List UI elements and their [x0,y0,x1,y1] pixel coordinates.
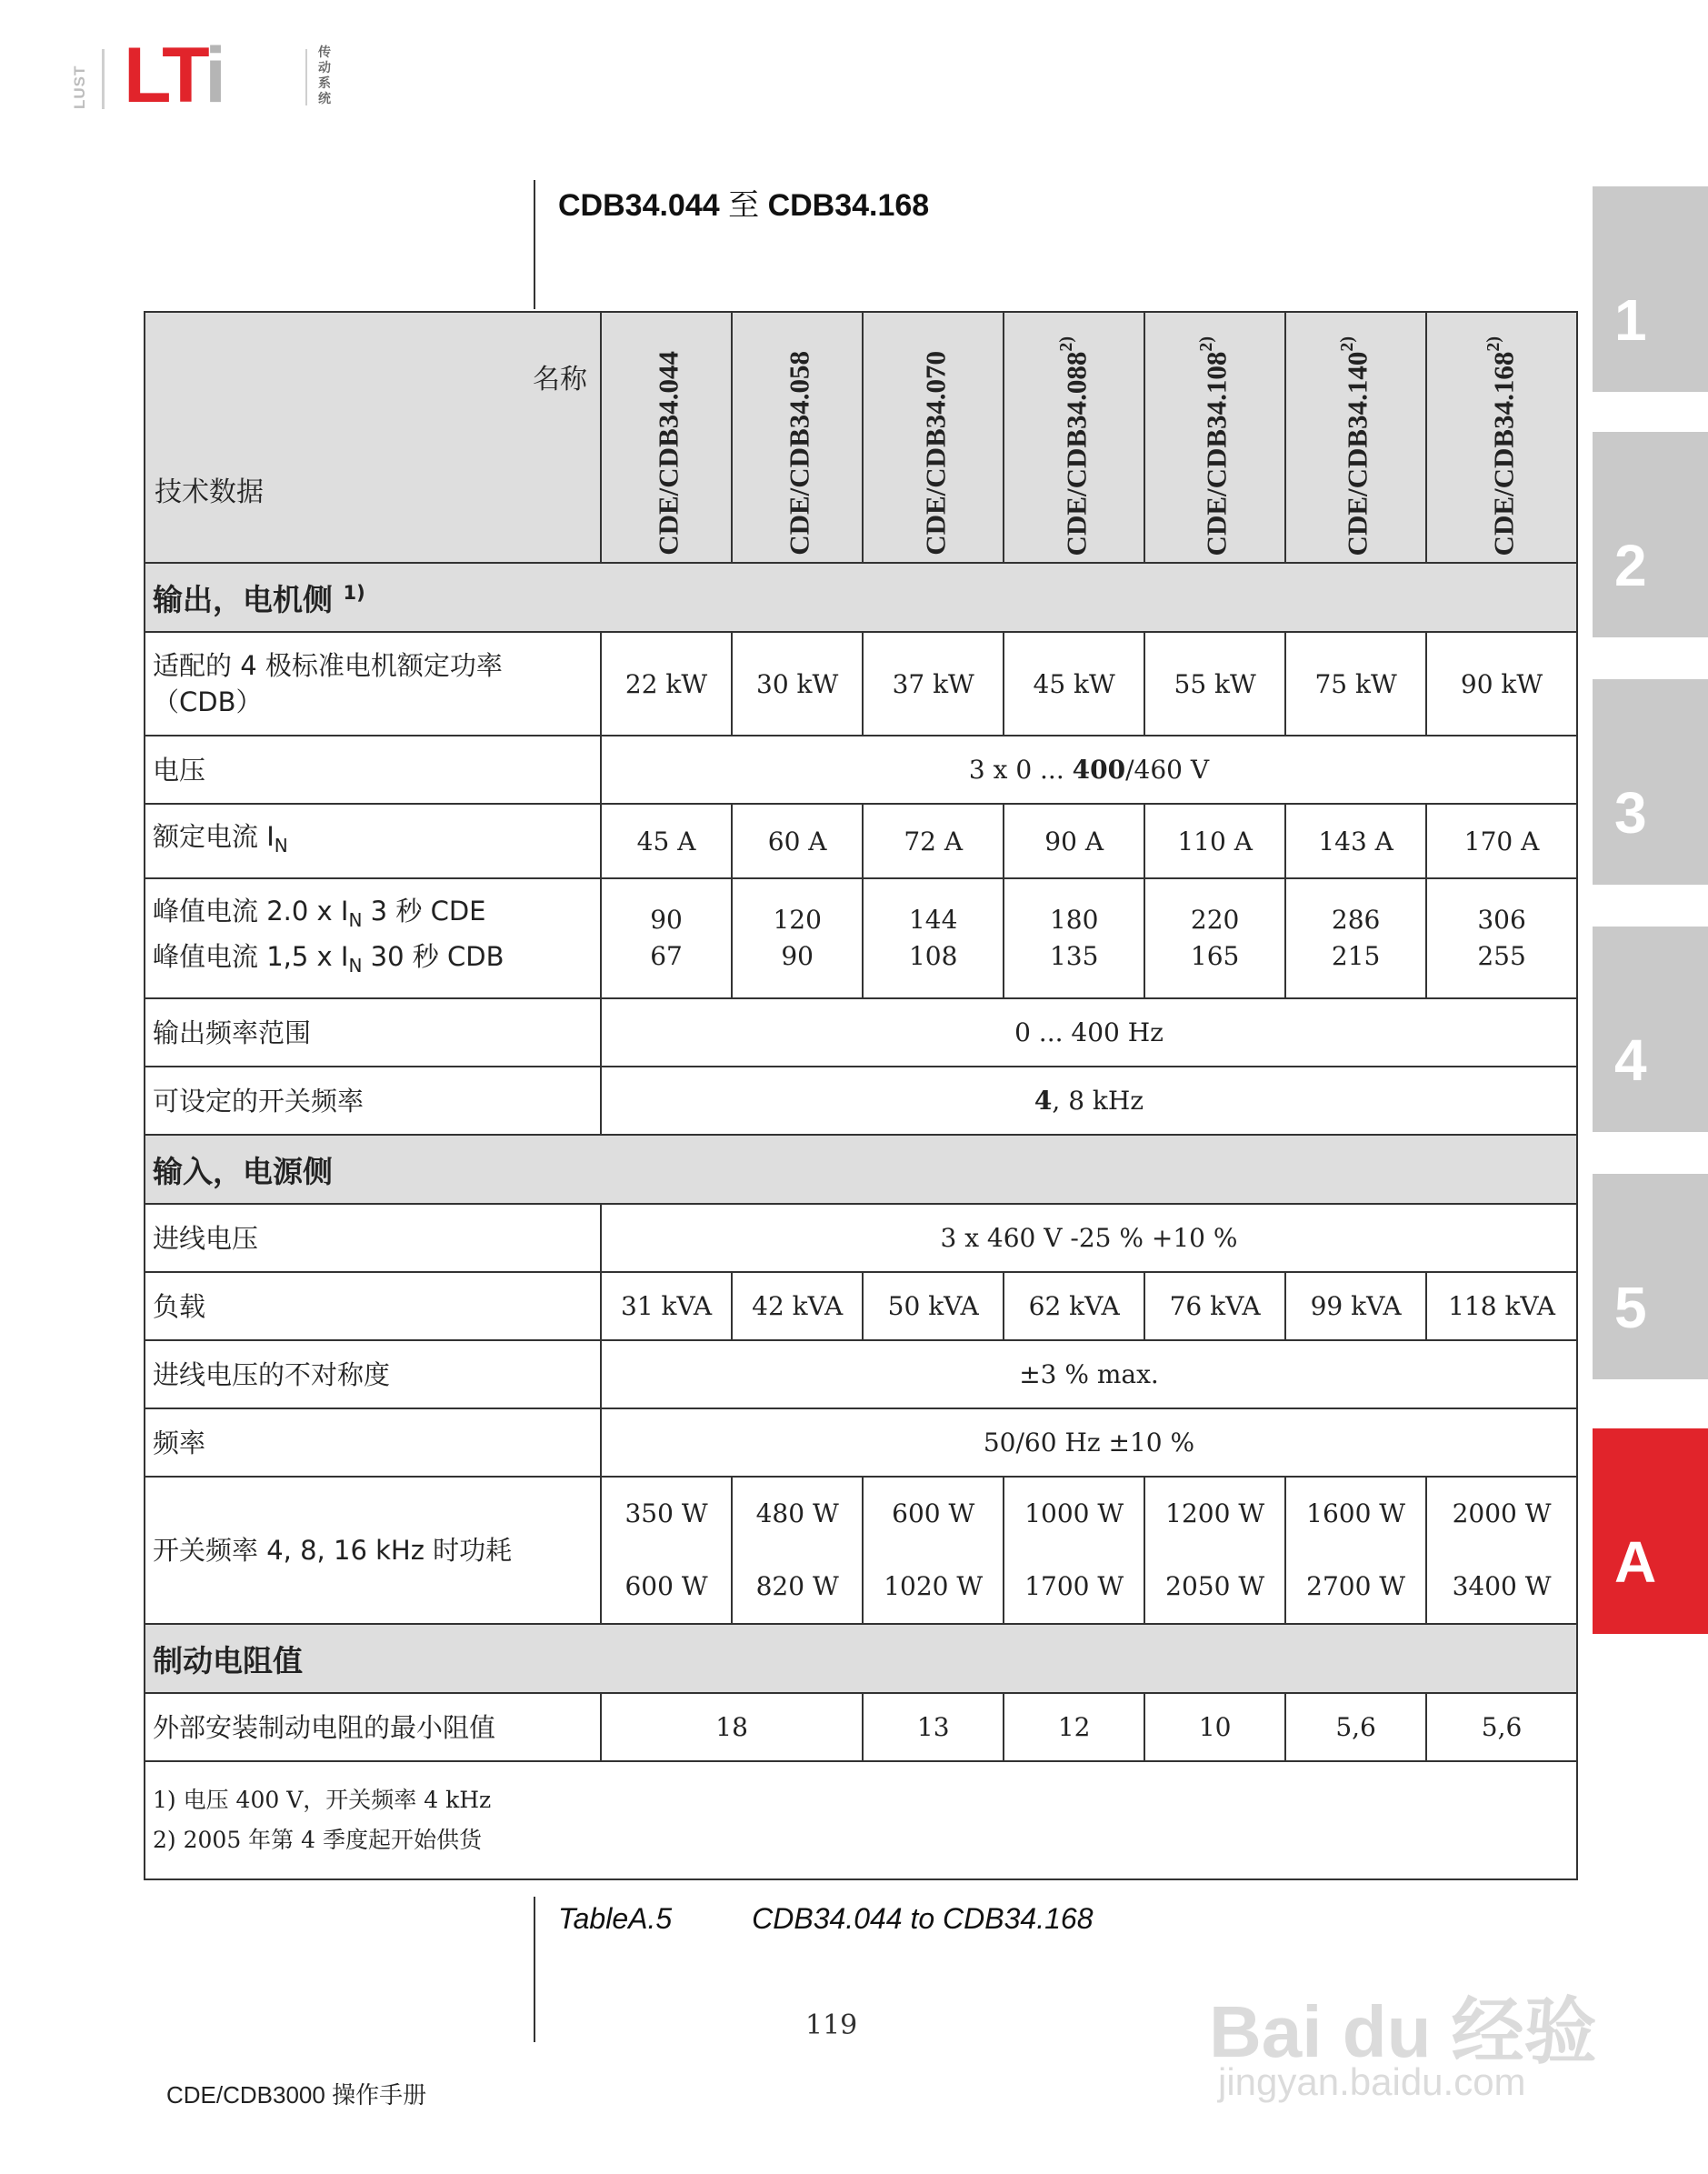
cell-value-top: 306 [1477,905,1526,935]
title-model-a: CDB34.044 [558,188,720,223]
cell-value-top: 286 [1331,905,1381,935]
cell-value-top: 90 [650,905,683,935]
header-name-label: 名称 [533,364,587,396]
row-label: 频率 [145,1408,601,1477]
chapter-tab-label: 4 [1614,1027,1647,1093]
chapter-tab-5[interactable] [1593,1174,1708,1379]
watermark-logo [1209,1973,1609,2109]
table-row-line-voltage [145,1204,1577,1272]
table-cell: 76 kVA [1144,1272,1285,1340]
model-header [1426,312,1577,563]
cell-value-bottom: 820 W [755,1571,839,1601]
model-note: 2) [1055,336,1076,352]
table-cell: 72 A [863,804,1004,878]
table-cell: 5,6 [1426,1693,1577,1761]
table-cell: 170 A [1426,804,1577,878]
chapter-tab-label: 5 [1614,1275,1647,1340]
label-text: 峰值电流 2.0 x I [153,896,349,927]
cell-value-top: 1200 W [1165,1498,1265,1528]
table-cell: 118 kVA [1426,1272,1577,1340]
row-label-line2: （CDB） [153,686,263,717]
cell-value-bottom: 2700 W [1306,1571,1406,1601]
model-header [863,312,1004,563]
section-row-braking [145,1624,1577,1693]
model-name: CDE/CDB34.088 [1059,351,1092,556]
row-label-text: 额定电流 I [153,821,275,853]
row-label: 进线电压的不对称度 [145,1340,601,1408]
logo-side-text: LUST [71,65,88,109]
row-label-line1: 适配的 4 极标准电机额定功率 [153,650,503,681]
model-note: 2) [1483,336,1503,352]
footer-manual-title: CDE/CDB3000 操作手册 [166,2081,427,2109]
table-row-asymmetry [145,1340,1577,1408]
cell-value-bottom: 3400 W [1452,1571,1552,1601]
title-connector: 至 [728,187,760,224]
voltage-value-bold: 400 [1072,755,1126,785]
table-cell-merged: ±3 % max. [601,1340,1577,1408]
cell-value-bottom: 255 [1477,941,1526,971]
table-cell: 13 [863,1693,1004,1761]
label-sub: N [348,909,363,931]
margin-line-bottom [534,1897,535,2042]
cell-value-bottom: 1020 W [884,1571,984,1601]
section-title [145,563,1577,632]
table-row-brake-resistor [145,1693,1577,1761]
model-header [1004,312,1144,563]
footnote: 2) 2005 年第 4 季度起开始供货 [153,1827,482,1853]
label-text: 3 秒 CDE [362,896,486,927]
chapter-tab-1[interactable] [1593,186,1708,392]
table-cell-merged: 18 [601,1693,863,1761]
cell-value-bottom: 1700 W [1024,1571,1124,1601]
cell-value-top: 480 W [755,1498,839,1528]
page-title [558,180,929,225]
row-label: 可设定的开关频率 [145,1067,601,1135]
cell-value-top: 1000 W [1024,1498,1124,1528]
table-cell [863,878,1004,998]
row-label [145,804,601,878]
page-number: 119 [805,2009,858,2041]
footnotes-cell [145,1761,1577,1879]
table-cell [601,878,732,998]
cell-value-bottom: 135 [1049,941,1099,971]
model-name: CDE/CDB34.168 [1487,351,1520,556]
table-cell [1004,878,1144,998]
table-cell-merged: 0 ... 400 Hz [601,998,1577,1067]
model-name: CDE/CDB34.070 [918,351,951,556]
table-cell-merged [601,736,1577,804]
row-label-line1 [153,893,593,938]
table-cell: 55 kW [1144,632,1285,736]
table-cell: 45 A [601,804,732,878]
model-name: CDE/CDB34.058 [783,351,815,556]
model-note: 2) [1337,336,1358,352]
watermark-line1: Bai du 经验 [1209,1991,1597,2072]
table-cell [1285,878,1426,998]
header-tech-label: 技术数据 [155,476,264,508]
model-header [601,312,732,563]
table-cell [1426,1477,1577,1624]
table-cell: 99 kVA [1285,1272,1426,1340]
table-cell: 10 [1144,1693,1285,1761]
model-header [1144,312,1285,563]
row-label: 输出频率范围 [145,998,601,1067]
chapter-tab-label: A [1614,1529,1657,1595]
table-cell [732,878,863,998]
row-label: 开关频率 4, 8, 16 kHz 时功耗 [145,1477,601,1624]
section-title: 输入，电源侧 [145,1135,1577,1204]
switch-freq-rest: , 8 kHz [1052,1086,1144,1116]
table-row-switch-freq [145,1067,1577,1135]
table-row-motor-power [145,632,1577,736]
section-row-input [145,1135,1577,1204]
table-cell: 30 kW [732,632,863,736]
table-cell [732,1477,863,1624]
table-row-power-loss [145,1477,1577,1624]
cell-value-top: 600 W [892,1498,975,1528]
table-cell [1285,1477,1426,1624]
logo-brand [124,32,224,119]
table-cell: 5,6 [1285,1693,1426,1761]
margin-line-top [534,180,535,309]
logo-brand-i: i [205,32,224,119]
cell-value-top: 120 [773,905,822,935]
table-row-voltage [145,736,1577,804]
cell-value-top: 144 [908,905,958,935]
voltage-value-post: /460 V [1125,755,1210,785]
model-name: CDE/CDB34.044 [652,351,684,556]
table-cell [1144,878,1285,998]
table-cell: 45 kW [1004,632,1144,736]
chapter-tab-a[interactable] [1593,1428,1708,1634]
title-model-b: CDB34.168 [767,188,930,223]
table-cell [601,1477,732,1624]
voltage-value-pre: 3 x 0 ... [968,755,1073,785]
switch-freq-bold: 4 [1034,1086,1053,1116]
table-cell: 110 A [1144,804,1285,878]
table-cell: 60 A [732,804,863,878]
section-title: 制动电阻值 [145,1624,1577,1693]
cell-value-top: 1600 W [1306,1498,1406,1528]
table-row-load [145,1272,1577,1340]
cell-value-bottom: 90 [781,941,814,971]
table-cell-merged: 50/60 Hz ±10 % [601,1408,1577,1477]
logo-divider-2 [305,49,307,105]
logo-brand-lt: LT [124,32,205,119]
table-cell: 90 A [1004,804,1144,878]
row-label: 负载 [145,1272,601,1340]
table-cell: 31 kVA [601,1272,732,1340]
cell-value-top: 2000 W [1452,1498,1552,1528]
table-cell: 42 kVA [732,1272,863,1340]
chapter-tab-3[interactable] [1593,679,1708,885]
table-cell: 22 kW [601,632,732,736]
row-label: 进线电压 [145,1204,601,1272]
table-cell [863,1477,1004,1624]
chapter-tab-4[interactable] [1593,927,1708,1132]
label-sub: N [348,954,363,977]
chapter-tab-2[interactable] [1593,432,1708,637]
table-cell [1426,878,1577,998]
logo-chinese-text: 传动系统 [318,45,331,106]
model-header [1285,312,1426,563]
header-corner-cell [145,312,601,563]
row-label-line2 [153,938,593,984]
table-cell-merged [601,1067,1577,1135]
row-label-sub: N [274,834,288,857]
cell-value-top: 180 [1049,905,1099,935]
table-cell: 75 kW [1285,632,1426,736]
section-title-text: 输出，电机侧 [153,581,333,617]
chapter-tab-label: 2 [1614,533,1647,598]
label-text: 峰值电流 1,5 x I [153,941,349,972]
table-footnotes-row [145,1761,1577,1879]
table-row-peak-current [145,878,1577,998]
chapter-tab-label: 1 [1614,287,1647,353]
row-label: 外部安装制动电阻的最小阻值 [145,1693,601,1761]
section-row-output [145,563,1577,632]
table-row-freq-range [145,998,1577,1067]
table-header-row [145,312,1577,563]
cell-value-bottom: 600 W [624,1571,708,1601]
caption-title: CDB34.044 to CDB34.168 [752,1902,1094,1935]
table-cell: 50 kVA [863,1272,1004,1340]
watermark-line2: jingyan.baidu.com [1218,2060,1526,2103]
cell-value-bottom: 108 [908,941,958,971]
table-cell [1004,1477,1144,1624]
cell-value-top: 350 W [624,1498,708,1528]
section-note: 1) [343,581,365,604]
cell-value-bottom: 215 [1331,941,1381,971]
table-cell [1144,1477,1285,1624]
label-text: 30 秒 CDB [362,941,504,972]
cell-value-bottom: 67 [650,941,683,971]
table-cell: 90 kW [1426,632,1577,736]
spec-table [144,311,1578,1880]
table-caption [558,1902,1093,1936]
model-name: CDE/CDB34.108 [1200,351,1233,556]
cell-value-top: 220 [1190,905,1240,935]
cell-value-bottom: 2050 W [1165,1571,1265,1601]
model-name: CDE/CDB34.140 [1341,351,1373,556]
row-label: 电压 [145,736,601,804]
table-cell: 62 kVA [1004,1272,1144,1340]
row-label [145,632,601,736]
table-cell-merged: 3 x 460 V -25 % +10 % [601,1204,1577,1272]
model-note: 2) [1196,336,1217,352]
table-cell: 143 A [1285,804,1426,878]
caption-table-number: TableA.5 [558,1902,673,1935]
table-cell: 12 [1004,1693,1144,1761]
cell-value-bottom: 165 [1190,941,1240,971]
logo-divider [102,49,105,109]
model-header [732,312,863,563]
footnote: 1) 电压 400 V，开关频率 4 kHz [153,1787,492,1813]
table-row-rated-current [145,804,1577,878]
table-cell: 37 kW [863,632,1004,736]
row-label [145,878,601,998]
chapter-tab-label: 3 [1614,780,1647,846]
table-row-frequency [145,1408,1577,1477]
